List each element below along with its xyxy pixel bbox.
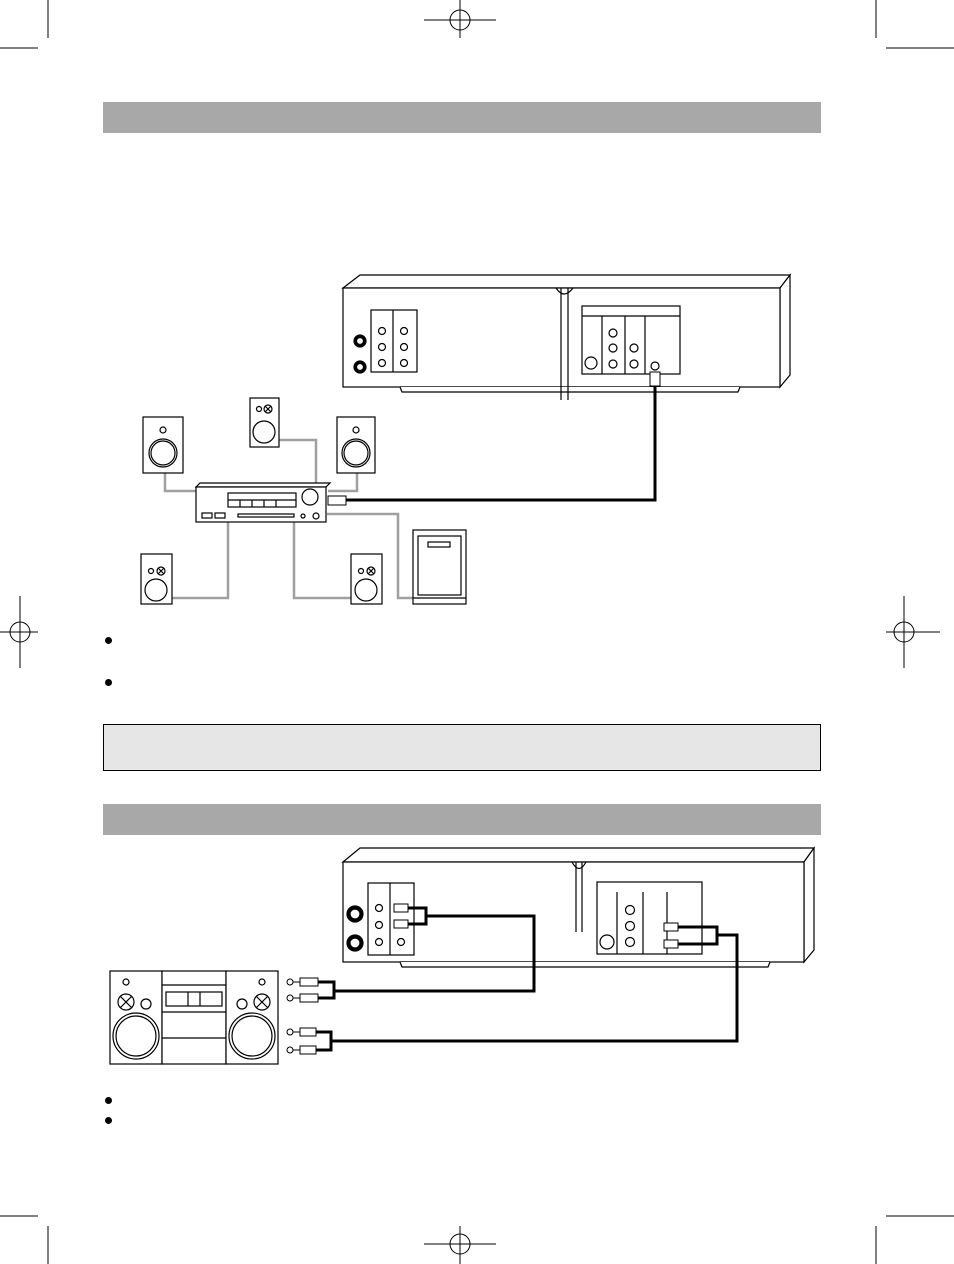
subwoofer-icon	[413, 530, 466, 604]
av-receiver-icon	[196, 483, 330, 522]
speaker-icon	[351, 554, 382, 604]
registration-target-icon	[424, 0, 496, 38]
registration-target-icon	[0, 596, 38, 668]
coaxial-cable	[345, 384, 655, 500]
registration-target-icon	[424, 1226, 496, 1264]
speaker-icon	[337, 417, 375, 473]
dvd-vcr-rear-panel-icon	[343, 275, 790, 400]
speaker-icon	[143, 417, 183, 473]
mini-stereo-system-icon	[110, 971, 278, 1064]
registration-target-icon	[886, 596, 940, 668]
speaker-icon	[141, 554, 172, 604]
speaker-icon	[250, 398, 279, 447]
